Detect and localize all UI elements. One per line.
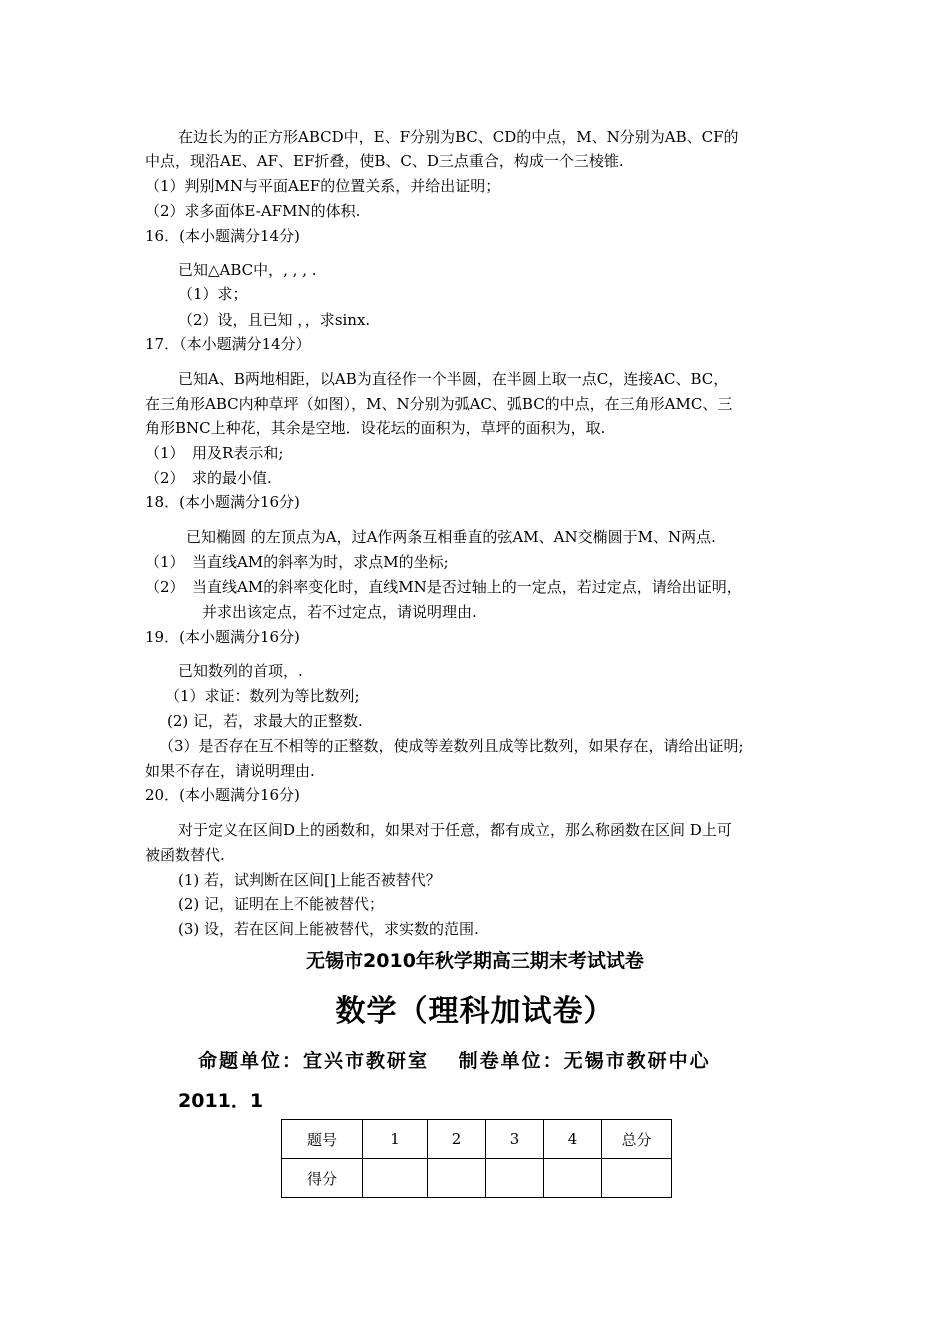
text-line: 已知椭圆 的左顶点为A，过A作两条互相垂直的弦AM、AN交椭圆于M、N两点. xyxy=(186,528,716,546)
text-line: 如果不存在，请说明理由. xyxy=(145,762,315,780)
table-header-cell: 总分 xyxy=(602,1120,672,1159)
text-line: 被函数替代. xyxy=(145,846,225,864)
text-line: (2) 记，若，求最大的正整数. xyxy=(167,712,363,730)
text-line: （1）求； xyxy=(178,285,248,303)
text-line: 中点，现沿AE、AF、EF折叠，使B、C、D三点重合，构成一个三棱锥. xyxy=(145,152,624,170)
text-line: （2）设，且已知 ，，求sinx. xyxy=(178,311,371,329)
score-cell[interactable] xyxy=(602,1159,672,1198)
table-header-cell: 4 xyxy=(544,1120,602,1159)
text-line: 角形BNC上种花，其余是空地．设花坛的面积为，草坪的面积为，取. xyxy=(145,419,606,437)
text-line: 对于定义在区间D上的函数和，如果对于任意，都有成立，那么称函数在区间 D上可 xyxy=(178,821,732,839)
text-line: 并求出该定点，若不过定点，请说明理由. xyxy=(202,603,477,621)
table-header-cell: 2 xyxy=(428,1120,486,1159)
exam-title: 无锡市2010年秋学期高三期末考试试卷 xyxy=(306,950,644,972)
text-line: （2） 当直线AM的斜率变化时，直线MN是否过轴上的一定点，若过定点，请给出证明， xyxy=(145,578,742,596)
text-line: （1）判别MN与平面AEF的位置关系，并给出证明； xyxy=(145,177,501,195)
text-line: （1）求证：数列为等比数列; xyxy=(165,687,360,705)
question-heading: 20．(本小题满分16分) xyxy=(145,786,300,804)
score-table xyxy=(281,1119,672,1198)
exam-date: 2011．1 xyxy=(178,1090,264,1112)
subject-title: 数学（理科加试卷） xyxy=(335,994,615,1029)
table-row xyxy=(282,1120,672,1159)
text-line: (3) 设，若在区间上能被替代，求实数的范围. xyxy=(178,920,479,938)
text-line: （1） 用及R表示和; xyxy=(145,444,284,462)
text-line: (1) 若，试判断在区间[]上能否被替代？ xyxy=(178,871,441,889)
text-line: 已知A、B两地相距，以AB为直径作一个半圆，在半圆上取一点C，连接AC、BC， xyxy=(178,370,729,388)
table-header-cell: 3 xyxy=(486,1120,544,1159)
table-header-cell: 题号 xyxy=(282,1120,363,1159)
table-header-cell: 1 xyxy=(363,1120,428,1159)
text-line: （2） 求的最小值. xyxy=(145,469,272,487)
question-heading: 17．（本小题满分14分） xyxy=(145,335,311,353)
score-cell[interactable] xyxy=(486,1159,544,1198)
author-units: 命题单位：宜兴市教研室 制卷单位：无锡市教研中心 xyxy=(198,1050,711,1072)
text-line: 已知△ABC中，, , , . xyxy=(178,261,317,279)
question-heading: 16．(本小题满分14分) xyxy=(145,227,300,245)
text-line: （1） 当直线AM的斜率为时，求点M的坐标; xyxy=(145,553,449,571)
text-line: 在边长为的正方形ABCD中，E、F分别为BC、CD的中点，M、N分别为AB、CF的 xyxy=(178,128,739,146)
question-heading: 19．(本小题满分16分) xyxy=(145,628,300,646)
text-line: (2) 记，证明在上不能被替代； xyxy=(178,895,385,913)
table-row-label: 得分 xyxy=(282,1159,363,1198)
question-heading: 18．(本小题满分16分) xyxy=(145,493,300,511)
score-cell[interactable] xyxy=(428,1159,486,1198)
text-line: 在三角形ABC内种草坪（如图），M、N分别为弧AC、弧BC的中点，在三角形AMC、三 xyxy=(145,395,733,413)
text-line: （3）是否存在互不相等的正整数，使成等差数列且成等比数列，如果存在，请给出证明; xyxy=(159,737,744,755)
text-line: 已知数列的首项，. xyxy=(178,662,303,680)
text-line: （2）求多面体E-AFMN的体积. xyxy=(145,202,361,220)
score-cell[interactable] xyxy=(544,1159,602,1198)
table-row xyxy=(282,1159,672,1198)
score-cell[interactable] xyxy=(363,1159,428,1198)
